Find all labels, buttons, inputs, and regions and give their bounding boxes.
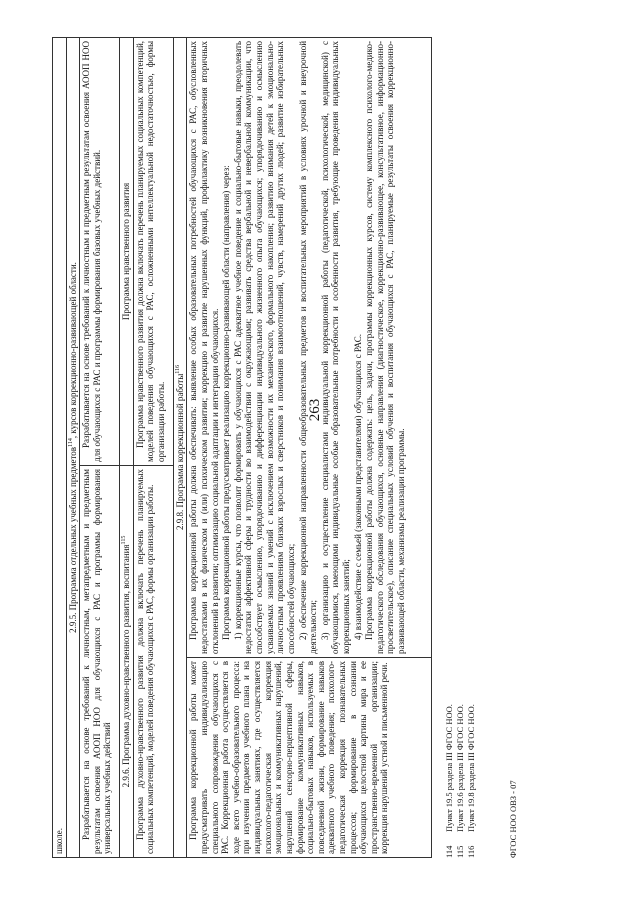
table-row: [120, 37, 134, 857]
table-row: [66, 37, 80, 857]
page-number: 263: [307, 398, 323, 422]
cell-2-9-6-variant-a: Программа духовно-нравственного развития должна включать перечень планируемых социальных компетенций, моделей поведения обучающихся с РАС, формы организации работы.: [133, 466, 173, 858]
footnote: 114 Пункт 19.5 раздела III ФГОС НОО.: [444, 704, 454, 858]
table-row: [53, 37, 67, 857]
footnotes: [444, 38, 477, 858]
section-heading-2-9-6: 2.9.6. Программа духовно-нравственного развития, воспитания$^{115}$: [120, 466, 134, 858]
cell-2-9-8-variant-a: Программа коррекционной работы может предусматривать индивидуализацию специального сопровождения обучающихся с РАС. Коррекционная работа осуществляется в ходе всего учебно-образовательного процесса: при изучении предметов учебного плана и на индивидуальных занятиях, где осуществляется психолого-педагогическая коррекция эмоциональных и коммуникативных нарушений, нарушений сенсорно-перцептивной сферы, формирование коммуникативных навыков, социально-бытовых навыков, используемых в повседневной жизни, формирование навыков адекватного учебного поведения; психолого-педагогическая коррекция познавательных процессов; формирование в сознании обучающихся целостной картины мира и ее пространственно-временной организации; коррекция нарушений устной и письменной речи.: [187, 658, 432, 858]
cell-2-9-5-variant-b: Разрабатывается на основе требований к личностным и предметным результатам освоения АООП НОО для обучающихся с РАС и программы формирования базовых учебных действий.: [80, 37, 120, 465]
footnote: 116 Пункт 19.8 раздела III ФГОС НОО.: [466, 704, 477, 858]
standard-requirements-table: [52, 37, 432, 858]
section-heading-2-9-8: 2.9.8. Программа коррекционной работы$^{116}$: [173, 37, 187, 857]
section-heading-moral-development: Программа нравственного развития: [120, 37, 134, 465]
footnote: 115 Пункт 19.6 раздела III ФГОС НОО.: [455, 704, 466, 858]
table-row: [187, 37, 432, 857]
table-row: [173, 37, 187, 857]
cell-2-9-6-variant-b: Программа нравственного развития должна включать перечень планируемых социальных компетенций, моделей поведения обучающихся с РАС, осложненными интеллектуальной недостаточностью, формы организации работы.: [133, 37, 173, 465]
section-heading-2-9-5: 2.9.5. Программа отдельных учебных предметов$^{114}$, курсов коррекционно-развивающей области.: [66, 37, 80, 857]
school-cell: школе.: [53, 37, 67, 857]
table-row: [133, 37, 173, 857]
cell-2-9-5-variant-a: Разрабатывается на основе требований к личностным, метапредметным и предметным результатам освоения АООП НОО для обучающихся с РАС и программы формирования универсальных учебных действий: [80, 466, 120, 858]
document-code: ФГОС НОО ОВЗ - 07: [508, 780, 518, 858]
cell-2-9-8-variant-b: Программа коррекционной работы должна обеспечивать: выявление особых образовательных потребностей обучающихся с РАС, обусловленных недостатками в их физическом и (или) психическом развитии; коррекцию и развитие нарушенных функций, профилактику возникновения вторичных отклонений в развитии; оптимизацию социальной адаптации и интеграции обучающихся. Программа коррекционной работы предусматривает реализацию коррекционно-развивающей области (направления) через: 1) коррекционные курсы, что позволит формировать у обучающихся с РАС адекватное учебное поведение и социально-бытовые навыки, преодолевать недостатки аффективной сферы и трудности во взаимодействии с окружающими; развивать средства вербальной и невербальной коммуникации, что способствует осмыслению, упорядочиванию и дифференциации индивидуального жизненного опыта обучающихся; упорядочиванию и осмыслению усваиваемых знаний и умений с исключением возможности их механического, формального накопления; развитию внимания детей к эмоционально-личностным проявлениям близких взрослых и сверстников и понимания взаимоотношений, чувств, намерений других людей; развитие избирательных способностей обучающихся; 2) обеспечение коррекционной направленности общеобразовательных предметов и воспитательных мероприятий в условиях урочной и внеурочной деятельности; 3) организацию и осуществление специалистами индивидуальной коррекционной работы (педагогической, психологической, медицинской) с обучающимися, имеющими индивидуальные особые образовательные потребности и особенности развития, требующие проведения индивидуальных коррекционных занятий; 4) взаимодействие с семьей (законными представителями) обучающихся с РАС. Программа коррекционной работы должна содержать: цель, задачи, программы коррекционных курсов, систему комплексного психолого-медико-педагогического обследования обучающихся, основные направления (диагностическое, коррекционно-развивающее, консультативное, информационно-просветительское), описание специальных условий обучения и воспитания обучающихся с РАС, планируемые результаты освоения коррекционно-развивающей области, механизмы реализации программы.: [187, 37, 432, 657]
table-row: [80, 37, 120, 857]
rotated-page-content: [52, 38, 612, 858]
